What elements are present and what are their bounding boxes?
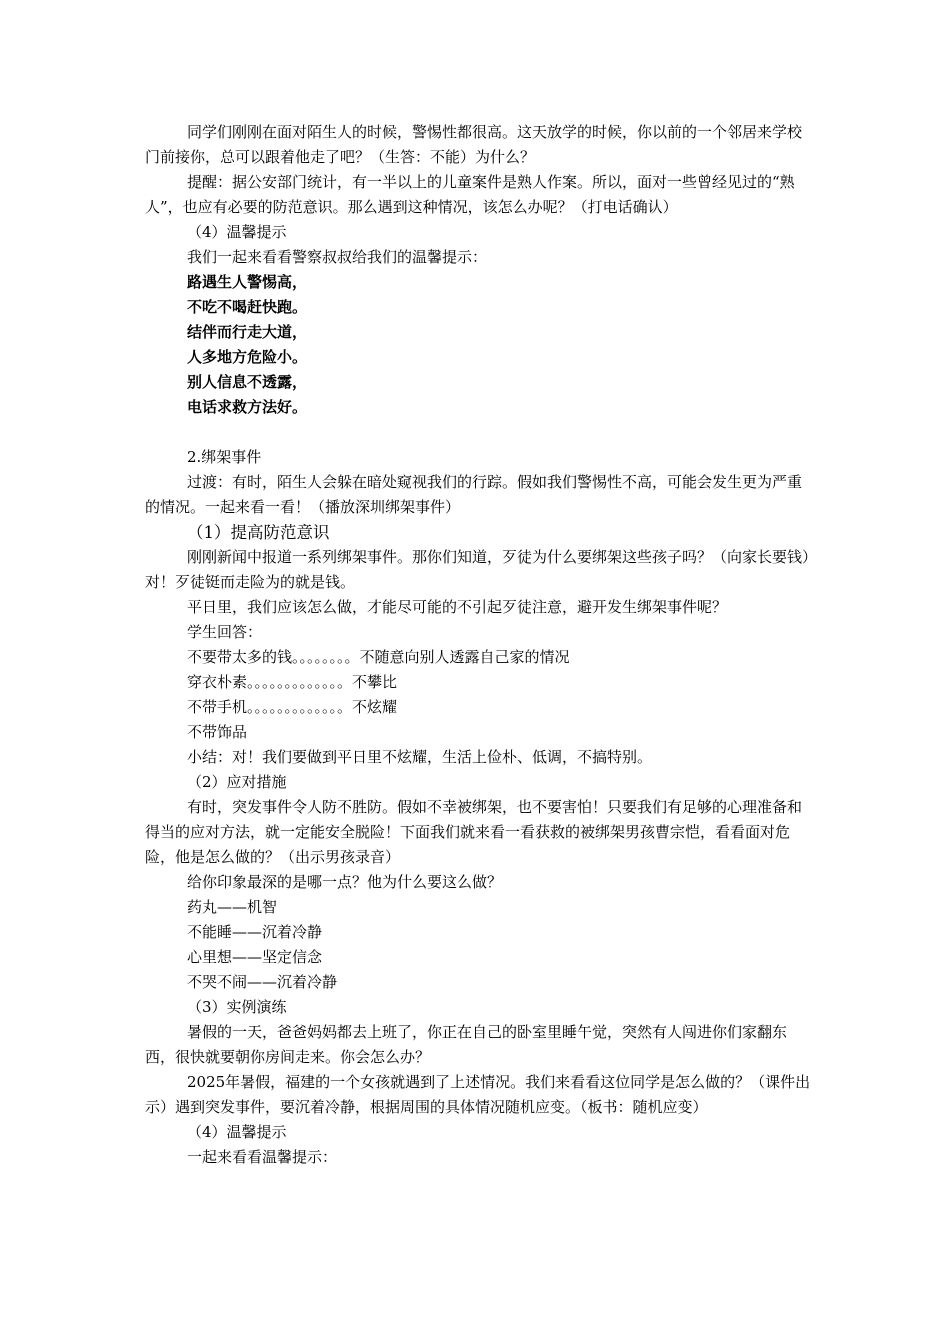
paragraph-measures: 有时，突发事件令人防不胜防。假如不幸被绑架，也不要害怕！只要我们有足够的心理准备和得当的应对方法，就一定能安全脱险！下面我们就来看一看获救的被绑架男孩曹宗恺，看看面对危险，他是怎么做的？（出示男孩录音） <box>145 798 803 866</box>
document-page <box>145 120 812 1170</box>
paragraph-news: 刚刚新闻中报道一系列绑架事件。那你们知道，歹徒为什么要绑架这些孩子吗？（向家长要钱）对！歹徒铤而走险为的就是钱。 <box>145 548 810 591</box>
heading-tips-1: （4）温馨提示 <box>187 223 287 241</box>
point-line-1: 药丸——机智 <box>187 898 278 916</box>
point-line-2: 不能睡——沉着冷静 <box>187 923 323 941</box>
point-line-4: 不哭不闹——沉着冷静 <box>187 973 338 991</box>
tip-line-1: 路遇生人警惕高， <box>187 273 308 291</box>
tip-line-3: 结伴而行走大道， <box>187 323 308 341</box>
section-title-kidnapping: 2.绑架事件 <box>187 448 262 466</box>
paragraph-case: 暑假的一天，爸爸妈妈都去上班了，你正在自己的卧室里睡午觉，突然有人闯进你们家翻东西，很快就要朝你房间走来。你会怎么办？ <box>145 1023 788 1066</box>
blank-line <box>145 420 812 445</box>
point-line-3: 心里想——坚定信念 <box>187 948 323 966</box>
answer-line-1: 不要带太多的钱。。。。。。。。不随意向别人透露自己家的情况 <box>187 648 570 666</box>
answer-line-3: 不带手机。。。。。。。。。。。。。不炫耀 <box>187 698 398 716</box>
tip-line-5: 别人信息不透露， <box>187 373 308 391</box>
heading-practice: （3）实例演练 <box>187 998 287 1016</box>
answer-line-2: 穿衣朴素。。。。。。。。。。。。。不攀比 <box>187 673 398 691</box>
paragraph-neighbor: 同学们刚刚在面对陌生人的时候，警惕性都很高。这天放学的时候，你以前的一个邻居来学校门前接你，总可以跟着他走了吧？（生答：不能）为什么？ <box>145 123 803 166</box>
paragraph-summary: 小结：对！我们要做到平日里不炫耀，生活上俭朴、低调，不搞特别。 <box>187 748 653 766</box>
paragraph-transition: 过渡：有时，陌生人会躲在暗处窥视我们的行踪。假如我们警惕性不高，可能会发生更为严重的情况。一起来看一看！（播放深圳绑架事件） <box>145 473 803 516</box>
tips-intro-2: 一起来看看温馨提示： <box>187 1148 338 1166</box>
heading-measures: （2）应对措施 <box>187 773 287 791</box>
paragraph-question: 平日里，我们应该怎么做，才能尽可能的不引起歹徒注意，避开发生绑架事件呢？ <box>187 598 728 616</box>
tips-intro-1: 我们一起来看看警察叔叔给我们的温馨提示： <box>187 248 488 266</box>
tip-line-6: 电话求救方法好。 <box>187 398 308 416</box>
heading-awareness: （1）提高防范意识 <box>187 523 330 542</box>
tip-line-2: 不吃不喝赶快跑。 <box>187 298 308 316</box>
paragraph-reminder: 提醒：据公安部门统计，有一半以上的儿童案件是熟人作案。所以，面对一些曾经见过的“熟人”，也应有必要的防范意识。那么遇到这种情况，该怎么办呢？（打电话确认） <box>145 173 795 216</box>
paragraph-impression: 给你印象最深的是哪一点？他为什么要这么做？ <box>187 873 503 891</box>
heading-tips-2: （4）温馨提示 <box>187 1123 287 1141</box>
paragraph-2025-case: 2025年暑假，福建的一个女孩就遇到了上述情况。我们来看看这位同学是怎么做的？（课件出示）遇到突发事件，要沉着冷静，根据周围的具体情况随机应变。（板书：随机应变） <box>145 1073 811 1116</box>
tip-line-4: 人多地方危险小。 <box>187 348 308 366</box>
answer-line-4: 不带饰品 <box>187 723 248 741</box>
answer-label: 学生回答： <box>187 623 263 641</box>
